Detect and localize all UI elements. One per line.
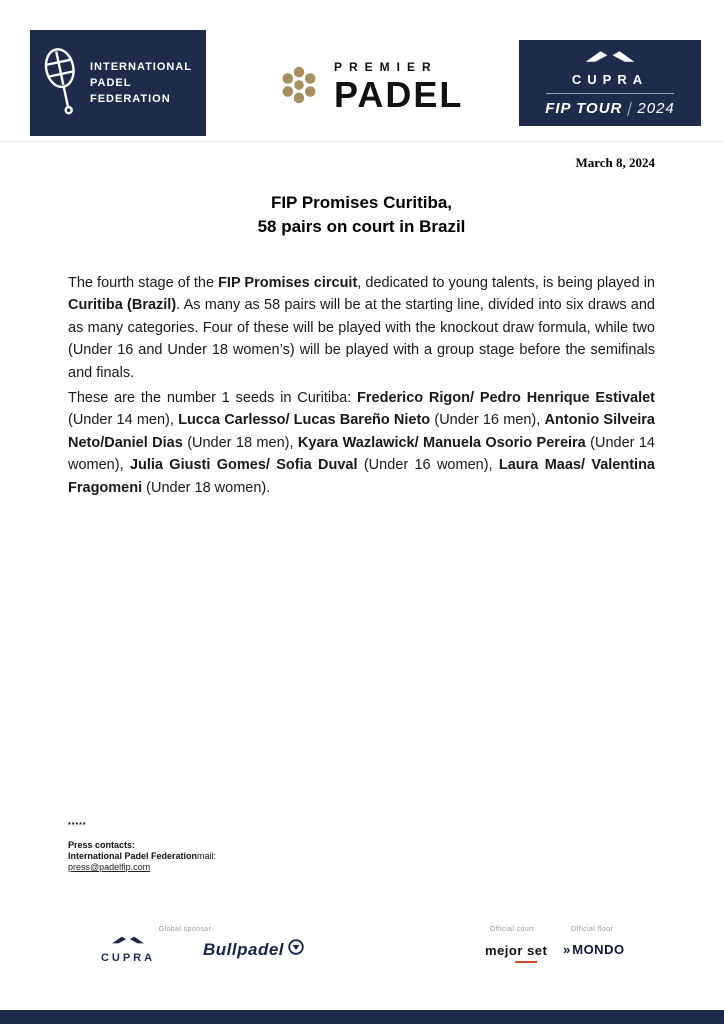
sponsor-label-official-court: Official court	[489, 926, 535, 933]
press-contacts-org: International Padel Federation	[68, 851, 198, 861]
press-contacts-email-line	[68, 862, 216, 873]
fip-tour-year: 2024	[637, 100, 675, 117]
footer-mondo-logo	[563, 942, 625, 957]
premier-padel-icon	[276, 62, 322, 113]
section-separator-stars: *****	[68, 822, 87, 829]
ipf-logo	[30, 30, 206, 136]
cupra-footer-emblem-icon	[111, 932, 145, 949]
cupra-emblem-icon	[584, 49, 636, 69]
cupra-footer-wordmark: CUPRA	[100, 952, 156, 964]
press-contacts-block	[68, 820, 216, 873]
press-contacts-heading: Press contacts:	[68, 840, 136, 850]
press-email-link[interactable]: press@padelfip.com	[68, 862, 151, 872]
sponsor-label-left: Global sponsor	[158, 926, 212, 933]
press-contacts-mail-label: mail:	[197, 851, 217, 861]
bullpadel-bull-icon	[288, 939, 304, 960]
bullpadel-wordmark: Bullpadel	[203, 939, 285, 959]
footer-bullpadel-logo	[203, 939, 304, 960]
cupra-wordmark: CUPRA	[571, 72, 649, 87]
fip-tour-label: FIP TOUR	[545, 100, 623, 117]
ipf-line-1: INTERNATIONAL	[90, 61, 193, 73]
title-line-2: 58 pairs on court in Brazil	[257, 217, 466, 236]
premier-word: PREMIER	[334, 60, 438, 74]
premier-padel-wordmark	[334, 61, 463, 113]
mondo-wordmark: MONDO	[572, 942, 625, 957]
bottom-navy-bar	[0, 1010, 724, 1024]
press-contacts-org-line	[68, 851, 216, 862]
padel-word: PADEL	[334, 74, 464, 115]
ipf-logo-text	[90, 59, 192, 107]
footer-cupra-logo	[95, 932, 161, 964]
body-paragraph-2: These are the number 1 seeds in Curitiba: Frederico Rigon/ Pedro Henrique Estivalet (Under 14 men), Lucca Carlesso/ Lucas Bareño Nieto (Under 16 men), Antonio Silveira Neto/Daniel Dias (Under 18 men), Kyara Wazlawick/ Manuela Osorio Pereira (Under 14 women), Julia Giusti Gomes/ Sofia Duval (Under 16 women), Laura Maas/ Valentina Fragomeni (Under 18 women).	[68, 389, 655, 496]
document-date: March 8, 2024	[575, 155, 655, 170]
fip-tour-row	[545, 100, 675, 117]
title-line-1: FIP Promises Curitiba,	[270, 193, 453, 212]
premier-padel-logo	[276, 56, 463, 118]
mondo-chevron-icon: »	[563, 942, 571, 957]
sponsor-label-official-floor: Official floor	[570, 926, 614, 933]
ipf-line-3: FEDERATION	[90, 93, 171, 105]
mejorset-wordmark: mejor set	[485, 943, 548, 958]
header-divider	[0, 141, 724, 142]
body-paragraph-1: The fourth stage of the FIP Promises circuit, dedicated to young talents, is being played in Curitiba (Brazil). As many as 58 pairs will be at the starting line, divided into six draws and as many categories. Four of these will be played with the knockout draw formula, while two (Under 16 and Under 18 women’s) will be played with a group stage before the semifinals and finals.	[68, 274, 655, 381]
footer-mejorset-logo	[485, 942, 547, 963]
ipf-line-2: PADEL	[90, 77, 132, 89]
page-title	[68, 191, 655, 239]
padel-racket-icon	[42, 44, 80, 123]
mejorset-accent-mark	[515, 961, 537, 963]
cupra-logo-divider	[546, 93, 674, 94]
cupra-fip-tour-logo	[519, 40, 701, 126]
fip-tour-separator	[628, 102, 633, 116]
